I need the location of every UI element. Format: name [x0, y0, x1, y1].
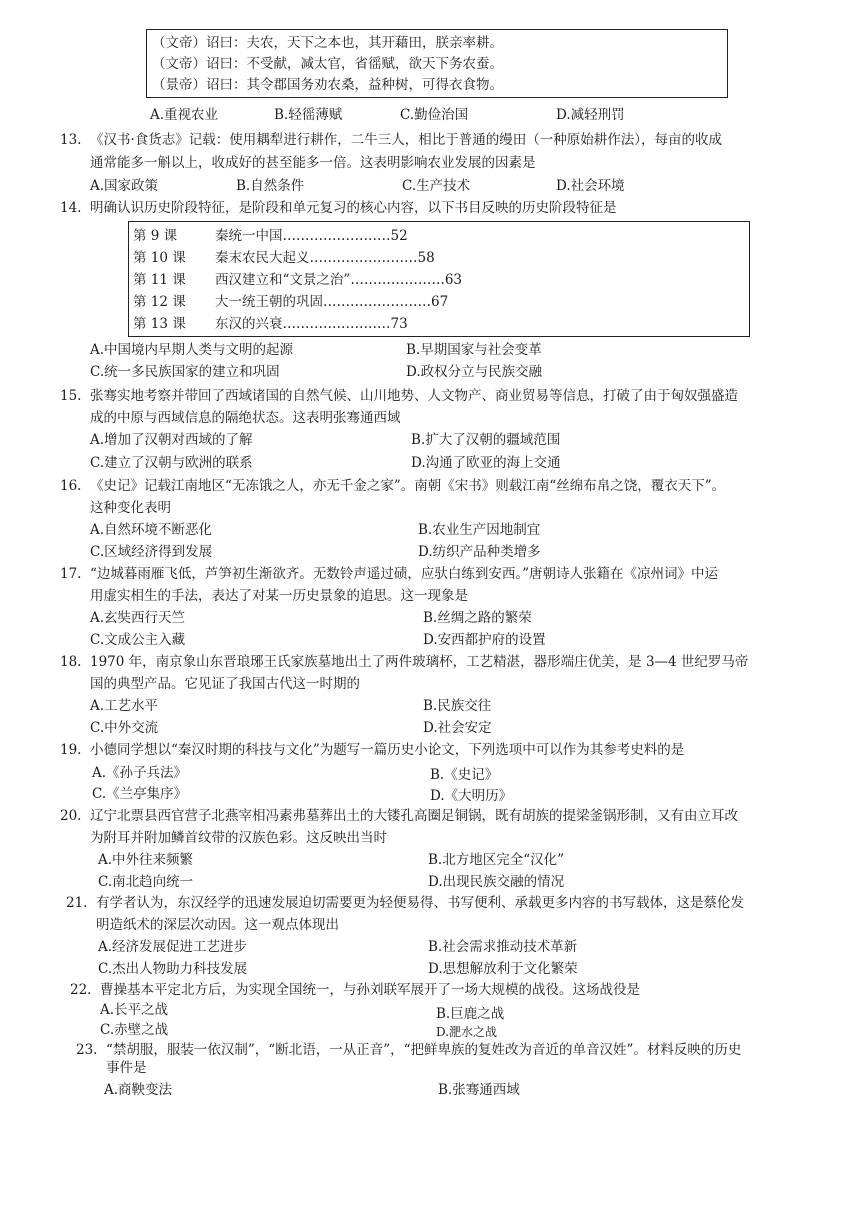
q18-option-d: D.社会安定 — [423, 720, 492, 736]
q16-line-2: 这种变化表明 — [90, 500, 171, 516]
q19-option-b: B.《史记》 — [430, 767, 499, 783]
q12-option-d: D.减轻刑罚 — [556, 107, 625, 123]
q16-option-b: B.农业生产因地制宜 — [418, 522, 541, 538]
q20-option-a: A.中外往来频繁 — [98, 852, 194, 868]
question-number: 17. — [60, 566, 82, 582]
q21-stem — [66, 893, 744, 913]
q22-option-d: D.淝水之战 — [436, 1025, 498, 1039]
q18-option-c: C.中外交流 — [90, 720, 159, 736]
question-number: 19. — [60, 742, 82, 758]
q18-option-a: A.工艺水平 — [90, 698, 159, 714]
question-number: 21. — [66, 895, 88, 911]
toc-title: 大一统王朝的巩固 — [215, 294, 323, 310]
q20-option-c: C.南北趋向统一 — [98, 874, 194, 890]
q15-stem — [60, 386, 738, 406]
q14-stem — [60, 198, 617, 218]
question-number: 15. — [60, 388, 82, 404]
q17-option-c: C.文成公主入藏 — [90, 632, 186, 648]
q18-stem — [60, 652, 748, 672]
q22-option-c: C.赤壁之战 — [100, 1022, 169, 1038]
q17-line-1: “边城暮雨雁飞低，芦笋初生渐欲齐。无数铃声遥过碛，应驮白练到安西。”唐朝诗人张籍在《凉州词》中运 — [90, 566, 719, 582]
toc-lesson: 第 10 课 — [133, 250, 186, 266]
q14-table-of-contents — [128, 221, 750, 337]
question-number: 13. — [60, 132, 82, 148]
toc-dots: …………………… — [323, 294, 431, 310]
q13-option-d: D.社会环境 — [556, 178, 625, 194]
q19-option-a: A.《孙子兵法》 — [92, 765, 188, 781]
q22-option-b: B.巨鹿之战 — [436, 1006, 505, 1022]
toc-row — [133, 225, 749, 247]
question-number: 16. — [60, 478, 82, 494]
q15-option-b: B.扩大了汉朝的疆域范围 — [411, 432, 561, 448]
q12-option-b: B.轻徭薄赋 — [274, 107, 343, 123]
toc-page: 73 — [390, 316, 408, 332]
quote-line: （文帝）诏曰：不受献，减太官，省徭赋，欲天下务农蚕。 — [152, 56, 503, 72]
q12-option-c: C.勤俭治国 — [400, 107, 469, 123]
q17-line-2: 用虚实相生的手法，表达了对某一历史景象的追思。这一现象是 — [90, 588, 468, 604]
q14-option-d: D.政权分立与民族交融 — [406, 364, 543, 380]
q15-option-a: A.增加了汉朝对西域的了解 — [90, 432, 253, 448]
q21-line-1: 有学者认为，东汉经学的迅速发展迫切需要更为轻便易得、书写便利、承载更多内容的书写载体，这是蔡伦发 — [96, 895, 744, 911]
question-number: 20. — [60, 808, 82, 824]
q23-option-a: A.商鞅变法 — [104, 1082, 173, 1098]
q13-option-c: C.生产技术 — [402, 178, 471, 194]
toc-lesson: 第 13 课 — [133, 316, 186, 332]
q20-option-b: B.北方地区完全“汉化” — [428, 852, 565, 868]
q19-line-1: 小德同学想以“秦汉时期的科技与文化”为题写一篇历史小论文，下列选项中可以作为其参考史料的是 — [90, 742, 685, 758]
question-number: 14. — [60, 200, 82, 216]
q14-option-b: B.早期国家与社会变革 — [406, 342, 542, 358]
q13-stem — [60, 130, 722, 150]
q15-line-1: 张骞实地考察并带回了西域诸国的自然气候、山川地势、人文物产、商业贸易等信息，打破了由于匈奴强盛造 — [90, 388, 738, 404]
q20-line-2: 为附耳并附加鳞首纹带的汉族色彩。这反映出当时 — [90, 830, 387, 846]
quote-line: （景帝）诏曰：其令郡国务劝农桑，益种树，可得衣食物。 — [152, 77, 503, 93]
toc-lesson: 第 12 课 — [133, 294, 186, 310]
q16-option-c: C.区域经济得到发展 — [90, 544, 213, 560]
q13-line-1: 《汉书·食货志》记载：使用耦犁进行耕作，二牛三人，相比于普通的缦田（一种原始耕作法），每亩的收成 — [90, 132, 723, 148]
q21-option-a: A.经济发展促进工艺进步 — [98, 939, 248, 955]
toc-title: 西汉建立和“文景之治” — [215, 272, 351, 288]
q13-option-a: A.国家政策 — [90, 178, 159, 194]
q13-line-2: 通常能多一斛以上，收成好的甚至能多一倍。这表明影响农业发展的因素是 — [90, 155, 536, 171]
q12-quote-box — [146, 29, 728, 98]
quote-line: （文帝）诏曰：夫农，天下之本也，其开藉田，朕亲率耕。 — [152, 35, 503, 51]
q19-option-c: C.《兰亭集序》 — [92, 786, 188, 802]
q21-option-d: D.思想解放利于文化繁荣 — [428, 961, 578, 977]
q12-option-a: A.重视农业 — [150, 107, 219, 123]
toc-row — [133, 247, 749, 269]
q17-stem — [60, 564, 718, 584]
q18-option-b: B.民族交往 — [423, 698, 492, 714]
question-number: 18. — [60, 654, 82, 670]
q20-stem — [60, 806, 738, 826]
toc-row — [133, 291, 749, 313]
q16-option-a: A.自然环境不断恶化 — [90, 522, 213, 538]
toc-row — [133, 313, 749, 335]
q23-line-1: “禁胡服，服装一依汉制”，“断北语，一从正音”，“把鲜卑族的复姓改为音近的单音汉姓”。材料反映的历史 — [106, 1042, 742, 1058]
q22-option-a: A.长平之战 — [100, 1002, 169, 1018]
q15-option-c: C.建立了汉朝与欧洲的联系 — [90, 455, 253, 471]
toc-row — [133, 269, 749, 291]
q23-option-b: B.张骞通西域 — [438, 1082, 520, 1098]
q17-option-a: A.玄奘西行天竺 — [90, 610, 186, 626]
q22-line-1: 曹操基本平定北方后，为实现全国统一，与孙刘联军展开了一场大规模的战役。这场战役是 — [100, 982, 640, 998]
toc-dots: …………………… — [309, 250, 418, 266]
toc-page: 63 — [444, 272, 462, 288]
q20-option-d: D.出现民族交融的情况 — [428, 874, 565, 890]
q14-line-1: 明确认识历史阶段特征，是阶段和单元复习的核心内容，以下书目反映的历史阶段特征是 — [90, 200, 617, 216]
question-number: 23. — [76, 1042, 98, 1058]
toc-dots: ………………… — [350, 272, 445, 288]
q16-stem — [60, 476, 725, 496]
q23-stem — [76, 1040, 741, 1060]
q16-line-1: 《史记》记载江南地区“无冻饿之人，亦无千金之家”。南朝《宋书》则载江南“丝绵布帛之饶，覆衣天下”。 — [90, 478, 726, 494]
toc-page: 67 — [431, 294, 449, 310]
toc-lesson: 第 9 课 — [133, 228, 178, 244]
toc-page: 52 — [390, 228, 408, 244]
q17-option-b: B.丝绸之路的繁荣 — [423, 610, 532, 626]
q14-option-c: C.统一多民族国家的建立和巩固 — [90, 364, 280, 380]
q15-option-d: D.沟通了欧亚的海上交通 — [411, 455, 561, 471]
q16-option-d: D.纺织产品种类增多 — [418, 544, 541, 560]
q23-line-2: 事件是 — [106, 1060, 147, 1076]
q15-line-2: 成的中原与西域信息的隔绝状态。这表明张骞通西域 — [90, 410, 401, 426]
q17-option-d: D.安西都护府的设置 — [423, 632, 546, 648]
q19-stem — [60, 740, 684, 760]
q21-option-c: C.杰出人物助力科技发展 — [98, 961, 248, 977]
toc-lesson: 第 11 课 — [133, 272, 186, 288]
q13-option-b: B.自然条件 — [236, 178, 305, 194]
toc-dots: …………………… — [282, 228, 391, 244]
q19-option-d: D.《大明历》 — [430, 788, 513, 804]
toc-page: 58 — [417, 250, 435, 266]
q18-line-2: 国的典型产品。它见证了我国古代这一时期的 — [90, 676, 360, 692]
q21-line-2: 明造纸术的深层次动因。这一观点体现出 — [96, 917, 339, 933]
q20-line-1: 辽宁北票县西官营子北燕宰相冯素弗墓葬出土的大镂孔高圈足铜锅，既有胡族的提梁釜锅形制，又有由立耳改 — [90, 808, 738, 824]
toc-title: 东汉的兴衰 — [215, 316, 283, 332]
q18-line-1: 1970 年，南京象山东晋琅琊王氏家族墓地出土了两件玻璃杯，工艺精湛，器形端庄优美，是 3—4 世纪罗马帝 — [90, 654, 749, 670]
toc-dots: …………………… — [282, 316, 391, 332]
toc-title: 秦统一中国 — [215, 228, 283, 244]
q21-option-b: B.社会需求推动技术革新 — [428, 939, 578, 955]
q14-option-a: A.中国境内早期人类与文明的起源 — [90, 342, 294, 358]
question-number: 22. — [70, 982, 92, 998]
toc-title: 秦末农民大起义 — [215, 250, 310, 266]
q22-stem — [70, 980, 640, 1000]
